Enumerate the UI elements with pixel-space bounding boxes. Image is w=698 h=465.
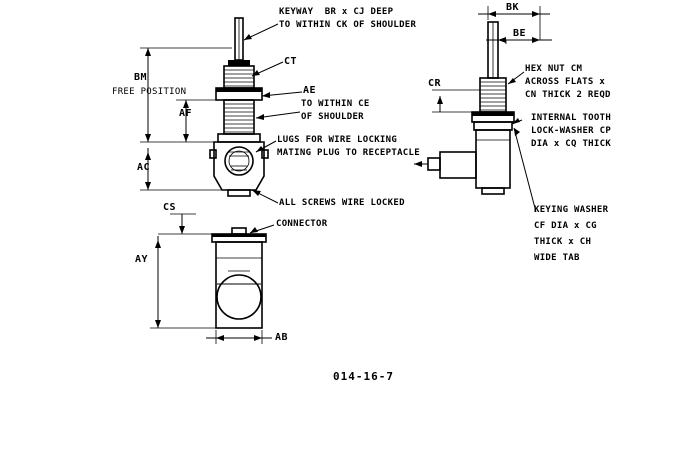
note-keying-washer-line2: CF DIA x CG: [534, 221, 597, 231]
note-connector: CONNECTOR: [276, 219, 328, 229]
dimension-ab: AB: [275, 332, 289, 343]
dimension-ct: CT: [284, 56, 298, 67]
note-to-within-ce-line1: TO WITHIN CE: [301, 99, 370, 109]
note-to-within-ce-line2: OF SHOULDER: [301, 112, 364, 122]
note-lugs-line2: MATING PLUG TO RECEPTACLE: [277, 148, 420, 158]
dimension-ay: AY: [135, 254, 149, 265]
note-keying-washer-line3: THICK x CH: [534, 237, 592, 247]
dimension-be: BE: [513, 28, 527, 39]
sheet-number: 014-16-7: [333, 370, 394, 383]
dimension-ae: AE: [303, 85, 317, 96]
dimension-bm-note: FREE POSITION: [112, 87, 187, 97]
note-keying-washer-line1: KEYING WASHER: [534, 205, 609, 215]
note-all-screws-wire-locked: ALL SCREWS WIRE LOCKED: [279, 198, 405, 208]
dimension-ac: AC: [137, 162, 151, 173]
note-hex-nut-line3: CN THICK 2 REQD: [525, 90, 611, 100]
note-lugs-line1: LUGS FOR WIRE LOCKING: [277, 135, 398, 145]
dimension-bm: BM: [134, 72, 148, 83]
dimension-bk: BK: [506, 2, 520, 13]
note-keying-washer-line4: WIDE TAB: [534, 253, 580, 263]
note-internal-tooth-line2: LOCK-WASHER CP: [531, 126, 612, 136]
dimension-cs: CS: [163, 202, 177, 213]
note-hex-nut-line2: ACROSS FLATS x: [525, 77, 606, 87]
note-hex-nut-line1: HEX NUT CM: [525, 64, 583, 74]
note-keyway-line2: TO WITHIN CK OF SHOULDER: [279, 20, 417, 30]
dimension-cr: CR: [428, 78, 442, 89]
note-internal-tooth-line1: INTERNAL TOOTH: [531, 113, 612, 123]
note-keyway-line1: KEYWAY BR x CJ DEEP: [279, 7, 394, 17]
dimension-af: AF: [179, 108, 193, 119]
note-internal-tooth-line3: DIA x CQ THICK: [531, 139, 612, 149]
